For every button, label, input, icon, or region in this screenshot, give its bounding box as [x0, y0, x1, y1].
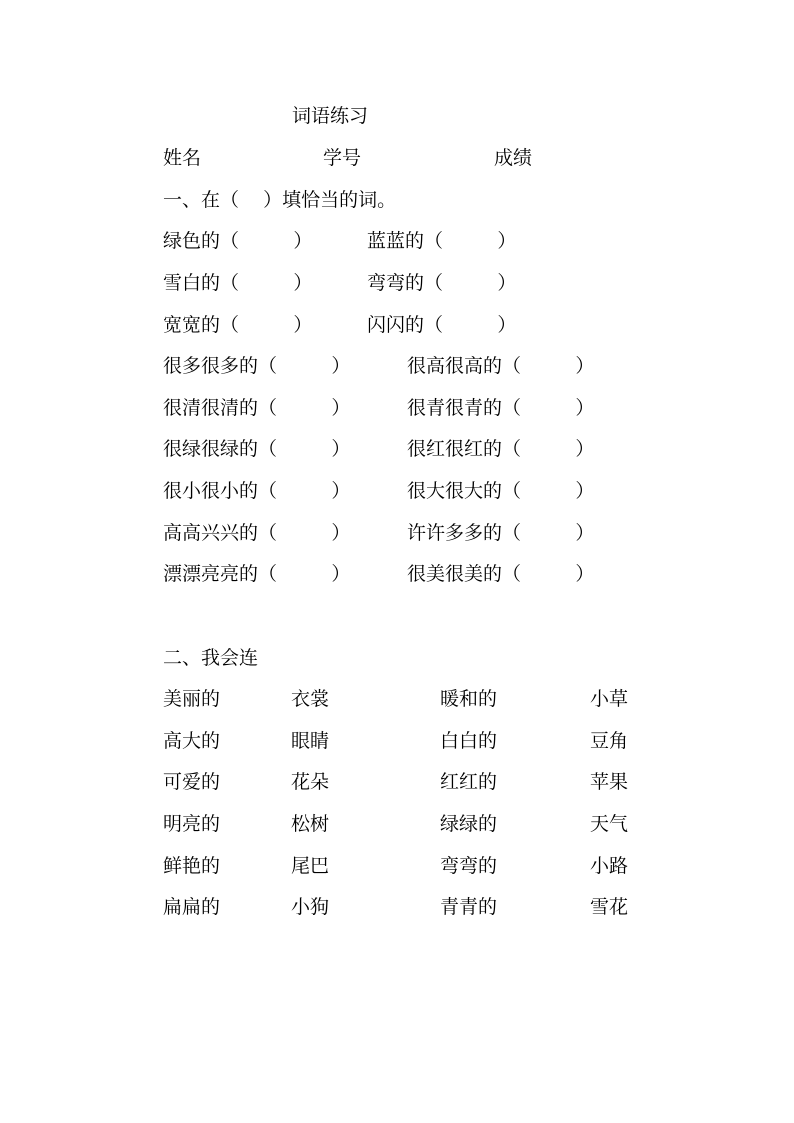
match-noun: 花朵	[291, 771, 330, 793]
fill-item: 弯弯的（ ）	[367, 272, 517, 294]
match-adjective: 暖和的	[440, 688, 498, 710]
match-noun: 小路	[590, 855, 629, 877]
match-adjective: 鲜艳的	[163, 855, 221, 877]
section2-heading: 二、我会连	[163, 647, 259, 669]
fill-item: 很高很高的（ ）	[407, 355, 595, 377]
match-adjective: 高大的	[163, 730, 221, 752]
match-noun: 小草	[590, 688, 629, 710]
match-adjective: 明亮的	[163, 813, 221, 835]
fill-item: 很红很红的（ ）	[407, 438, 595, 460]
match-noun: 雪花	[590, 896, 629, 918]
name-label: 姓名	[163, 147, 202, 169]
fill-item: 高高兴兴的（ ）	[163, 522, 351, 544]
match-noun: 衣裳	[291, 688, 330, 710]
fill-item: 许许多多的（ ）	[407, 522, 595, 544]
fill-item: 蓝蓝的（ ）	[367, 230, 517, 252]
match-noun: 小狗	[291, 896, 330, 918]
match-noun: 尾巴	[291, 855, 330, 877]
section1-heading: 一、在（ ）填恰当的词。	[163, 189, 397, 211]
fill-item: 很青很青的（ ）	[407, 397, 595, 419]
fill-item: 绿色的（ ）	[163, 230, 313, 252]
match-noun: 天气	[590, 813, 629, 835]
fill-item: 很小很小的（ ）	[163, 480, 351, 502]
fill-item: 很多很多的（ ）	[163, 355, 351, 377]
fill-item: 很绿很绿的（ ）	[163, 438, 351, 460]
fill-item: 闪闪的（ ）	[367, 314, 517, 336]
fill-item: 很美很美的（ ）	[407, 563, 595, 585]
page-title: 词语练习	[292, 105, 369, 127]
score-label: 成绩	[494, 147, 533, 169]
fill-item: 宽宽的（ ）	[163, 314, 313, 336]
match-noun: 眼睛	[291, 730, 330, 752]
match-adjective: 美丽的	[163, 688, 221, 710]
fill-item: 雪白的（ ）	[163, 272, 313, 294]
fill-item: 很大很大的（ ）	[407, 480, 595, 502]
match-adjective: 红红的	[440, 771, 498, 793]
match-adjective: 绿绿的	[440, 813, 498, 835]
student-id-label: 学号	[323, 147, 362, 169]
match-adjective: 弯弯的	[440, 855, 498, 877]
match-noun: 苹果	[590, 771, 629, 793]
match-adjective: 青青的	[440, 896, 498, 918]
fill-item: 漂漂亮亮的（ ）	[163, 563, 351, 585]
match-noun: 松树	[291, 813, 330, 835]
match-adjective: 白白的	[440, 730, 498, 752]
match-noun: 豆角	[590, 730, 629, 752]
fill-item: 很清很清的（ ）	[163, 397, 351, 419]
match-adjective: 可爱的	[163, 771, 221, 793]
match-adjective: 扁扁的	[163, 896, 221, 918]
